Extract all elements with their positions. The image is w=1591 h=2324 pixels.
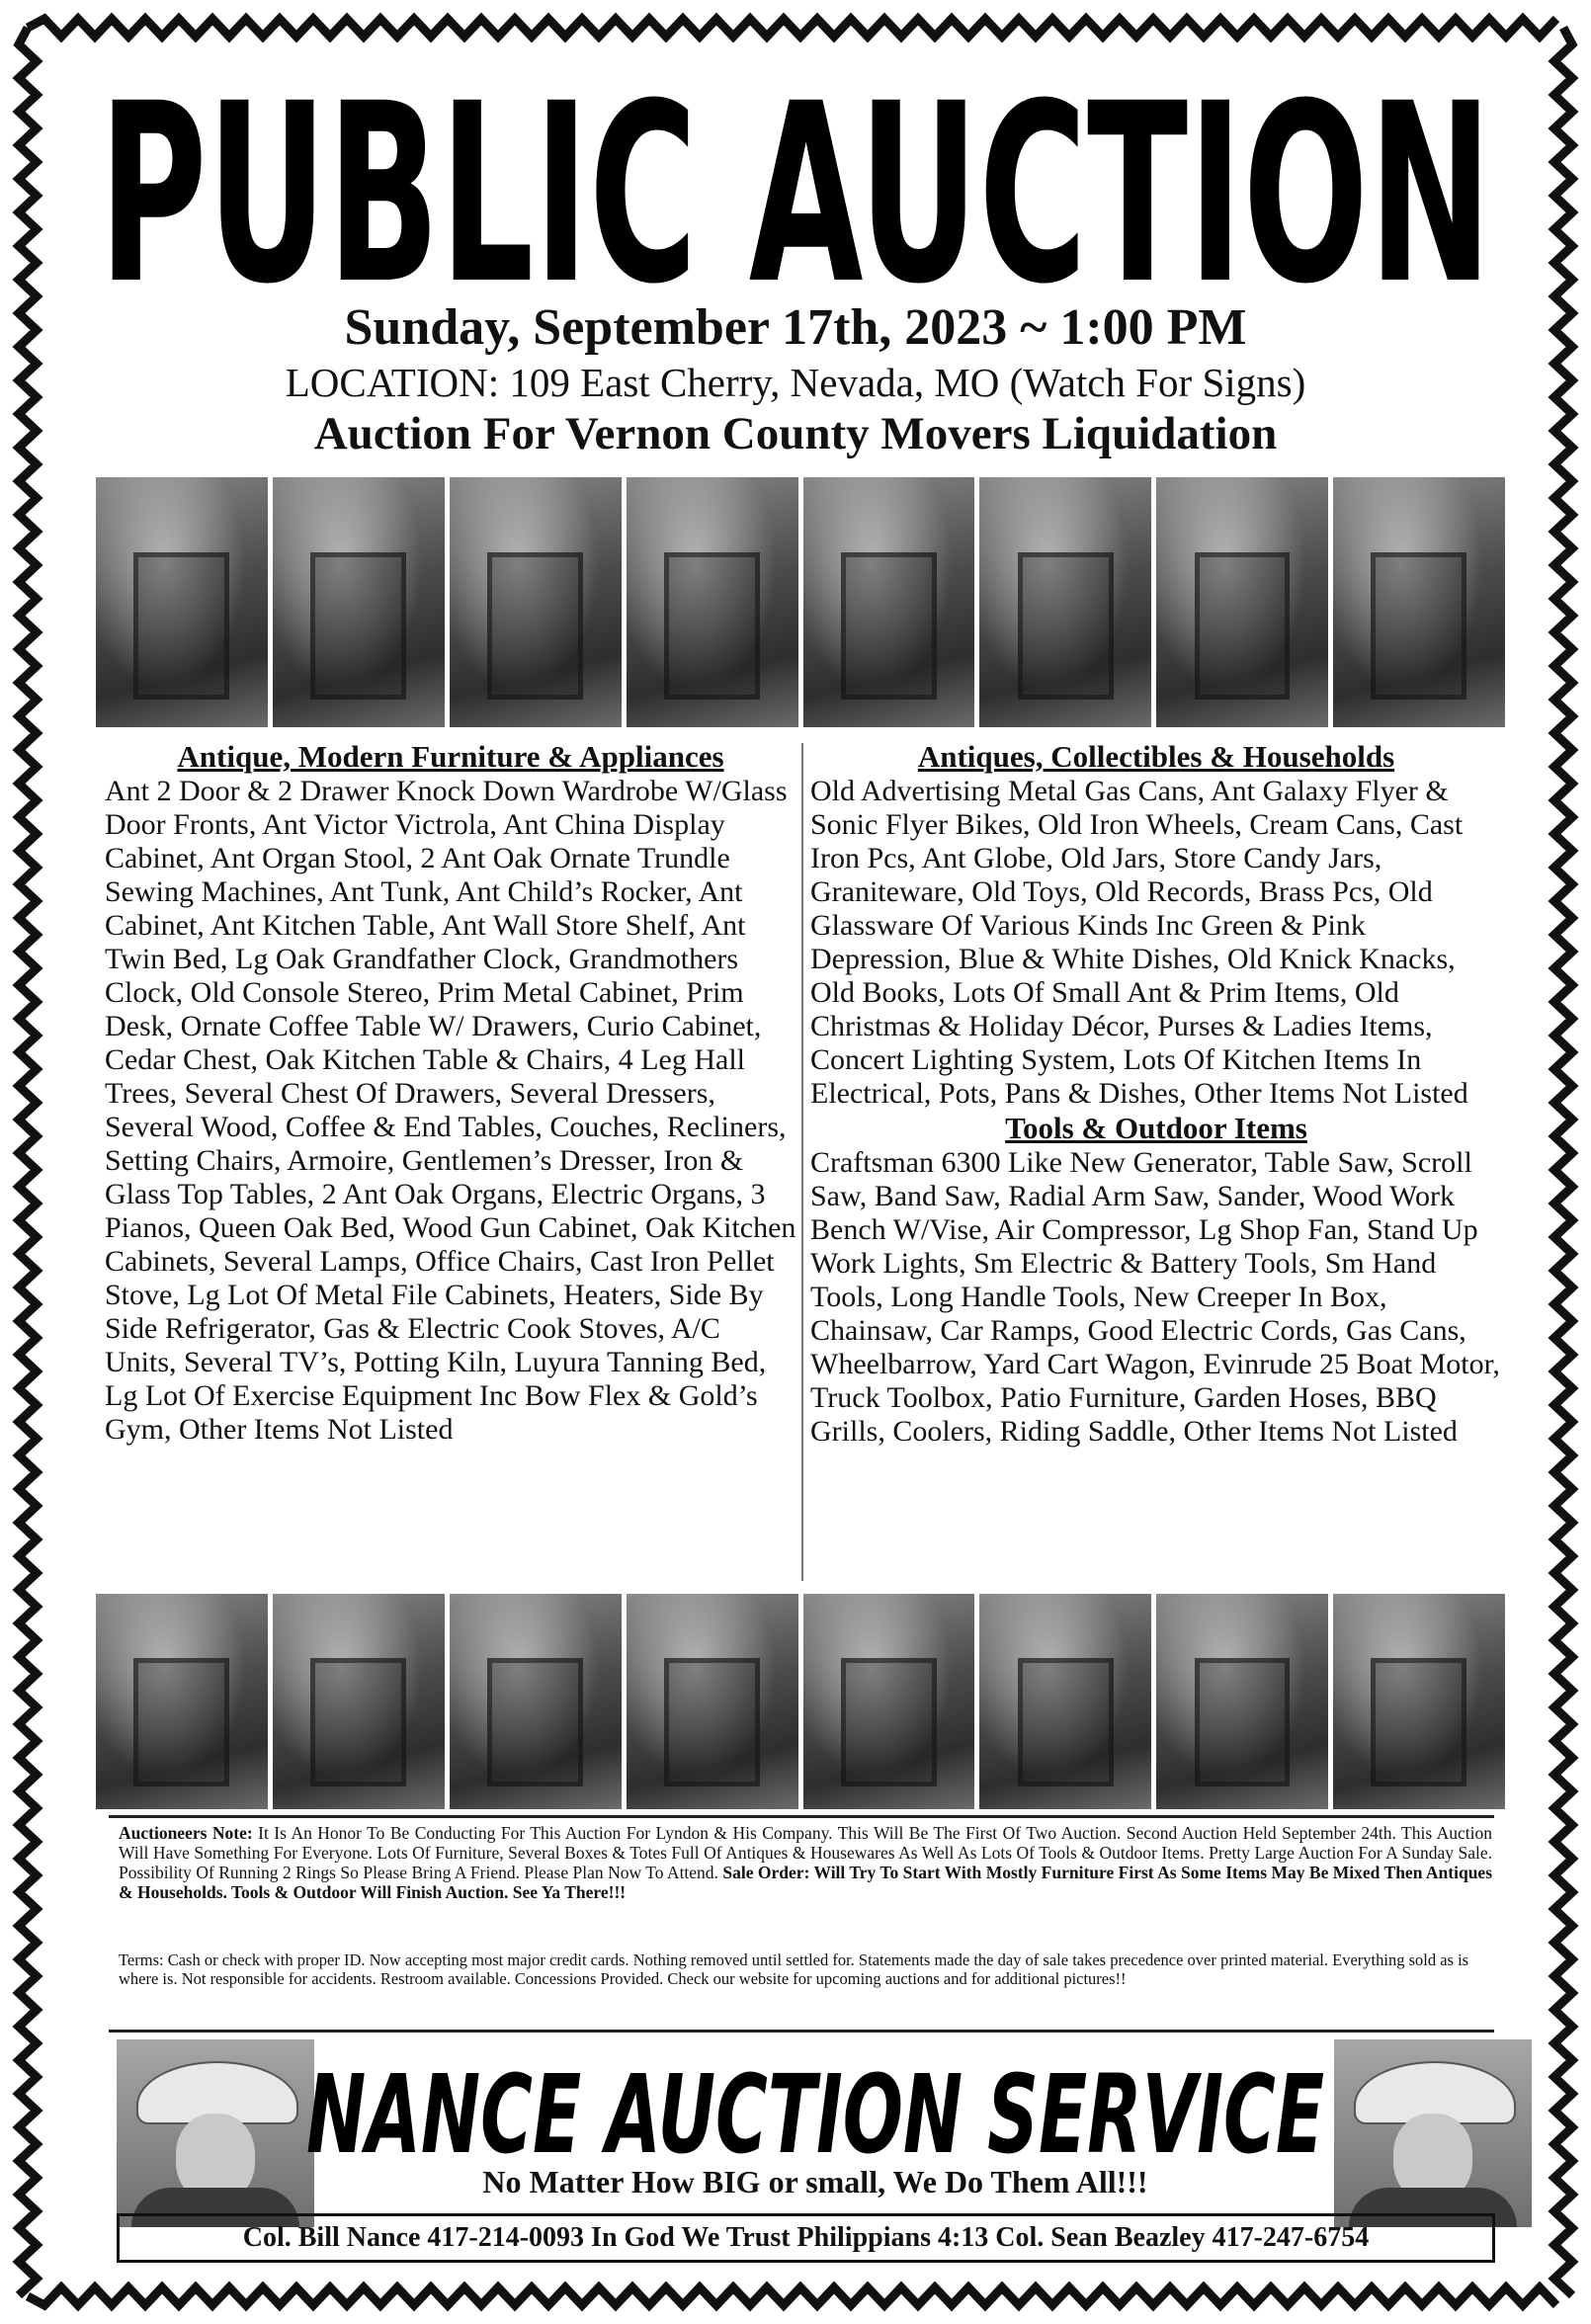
company-slogan: No Matter How BIG or small, We Do Them All!!! <box>482 2164 1148 2200</box>
furniture-heading: Antique, Modern Furniture & Appliances <box>177 739 724 774</box>
photo-organ-stool <box>627 477 798 727</box>
auction-subtitle: Auction For Vernon County Movers Liquidation <box>313 408 1278 459</box>
antiques-heading: Antiques, Collectibles & Households <box>917 739 1395 774</box>
photo-victrola <box>450 477 622 727</box>
page-title <box>89 54 1502 306</box>
photo-chest-of-drawers <box>979 477 1151 727</box>
photo-bbq-grill <box>803 1594 975 1809</box>
auctioneers-note <box>119 1823 1492 1902</box>
sale-order-text: Sale Order: Will Try To Start With Mostly Furniture First As Some Items May Be Mixed Then Antiques & Households. Tools & Outdoor Will Finish Auction. See Ya There!!! <box>119 1863 1493 1902</box>
photo-kiln <box>627 1594 798 1809</box>
photo-strip-top <box>96 477 1505 727</box>
auction-location: LOCATION: 109 East Cherry, Nevada, MO (Watch For Signs) <box>285 360 1306 405</box>
photo-generator <box>1156 1594 1328 1809</box>
divider-rule <box>109 2030 1494 2033</box>
furniture-list: Ant 2 Door & 2 Drawer Knock Down Wardrobe W/Glass Door Fronts, Ant Victor Victrola, Ant China Display Cabinet, Ant Organ Stool, 2 Ant Oak Ornate Trundle Sewing Machines, Ant Tunk, Ant Child’s Rocker, Ant Cabinet, Ant Kitchen Table, Ant Wall Store Shelf, Ant Twin Bed, Lg Oak Grandfather Clock, Grandmothers Clock, Old Console Stereo, Prim Metal Cabinet, Prim Desk, Ornate Coffee Table W/ Drawers, Curio Cabinet, Cedar Chest, Oak Kitchen Table & Chairs, 4 Leg Hall Trees, Several Chest Of Drawers, Several Dressers, Several Wood, Coffee & End Tables, Couches, Recliners, Setting Chairs, Armoire, Gentlemen’s Dresser, Iron & Glass Top Tables, 2 Ant Oak Organs, Electric Organs, 3 Pianos, Queen Oak Bed, Wood Gun Cabinet, Oak Kitchen Cabinets, Several Lamps, Office Chairs, Cast Iron Pellet Stove, Lg Lot Of Metal File Cabinets, Heaters, Side By Side Refrigerator, Gas & Electric Cook Stoves, A/C Units, Several TV’s, Potting Kiln, Luyura Tanning Bed, Lg Lot Of Exercise Equipment Inc Bow Flex & Gold’s Gym, Other Items Not Listed <box>105 775 796 1446</box>
photo-grandfather-clock <box>273 477 445 727</box>
photo-strip-bottom <box>96 1594 1505 1809</box>
photo-saddle <box>1333 1594 1505 1809</box>
auction-date-time: Sunday, September 17th, 2023 ~ 1:00 PM <box>344 299 1247 356</box>
company-name <box>296 2045 1334 2169</box>
auctioneers-note-label: Auctioneers Note: <box>119 1823 253 1843</box>
auctioneer-portrait-left <box>117 2039 314 2227</box>
furniture-section <box>105 739 796 1447</box>
company-name-text: NANCE AUCTION SERVICE <box>306 2051 1324 2169</box>
tools-heading: Tools & Outdoor Items <box>1005 1111 1307 1145</box>
photo-refrigerator <box>273 1594 445 1809</box>
photo-pellet-stove <box>450 1594 622 1809</box>
photo-wardrobe <box>96 477 268 727</box>
terms-text: Terms: Cash or check with proper ID. Now accepting most major credit cards. Nothing removed until settled for. Statements made the day of sale takes precedence over printed material. Everything sold as is where is. Not responsible for accidents. Restroom available. Concessions Provided. Check our website for upcoming auctions and for additional pictures!! <box>119 1950 1469 1988</box>
column-divider <box>801 743 803 1581</box>
photo-metal-cabinet <box>1156 477 1328 727</box>
antiques-and-tools-section <box>810 739 1502 1449</box>
photo-kitchen-cabinets <box>1333 477 1505 727</box>
photo-tanning-bed <box>96 1594 268 1809</box>
photo-boat-motor <box>979 1594 1151 1809</box>
contact-bar: Col. Bill Nance 417-214-0093 In God We Trust Philippians 4:13 Col. Sean Beazley 417-247-6754 <box>117 2213 1495 2263</box>
tools-list: Craftsman 6300 Like New Generator, Table Saw, Scroll Saw, Band Saw, Radial Arm Saw, Sander, Wood Work Bench W/Vise, Air Compressor, Lg Shop Fan, Stand Up Work Lights, Sm Electric & Battery Tools, Sm Hand Tools, Long Handle Tools, New Creeper In Box, Chainsaw, Car Ramps, Good Electric Cords, Gas Cans, Wheelbarrow, Yard Cart Wagon, Evinrude 25 Boat Motor, Truck Toolbox, Patio Furniture, Garden Hoses, BBQ Grills, Coolers, Riding Saddle, Other Items Not Listed <box>810 1146 1500 1448</box>
antiques-list: Old Advertising Metal Gas Cans, Ant Galaxy Flyer & Sonic Flyer Bikes, Old Iron Wheels, Cream Cans, Cast Iron Pcs, Ant Globe, Old Jars, Store Candy Jars, Graniteware, Old Toys, Old Records, Brass Pcs, Old Glassware Of Various Kinds Inc Green & Pink Depression, Blue & White Dishes, Old Knick Knacks, Old Books, Lots Of Small Ant & Prim Items, Old Christmas & Holiday Décor, Purses & Ladies Items, Concert Lighting System, Lots Of Kitchen Items In Electrical, Pots, Pans & Dishes, Other Items Not Listed <box>810 775 1468 1110</box>
auctioneers-note-text: It Is An Honor To Be Conducting For This Auction For Lyndon & His Company. This Will Be The First Of Two Auction. Second Auction Held September 24th. This Auction Will Have Something For Everyone. Lots Of Furniture, Several Boxes & Totes Full Of Antiques & Housewares As Well As Lots Of Tools & Outdoor Items. Pretty Large Auction For A Sunday Sale. Possibility Of Running 2 Rings So Please Bring A Friend. Please Plan Now To Attend. <box>119 1823 1493 1882</box>
divider-rule <box>109 1815 1494 1818</box>
page-title-text: PUBLIC AUCTION <box>99 54 1493 306</box>
auctioneer-portrait-right <box>1334 2039 1532 2227</box>
photo-coffee-table <box>803 477 975 727</box>
